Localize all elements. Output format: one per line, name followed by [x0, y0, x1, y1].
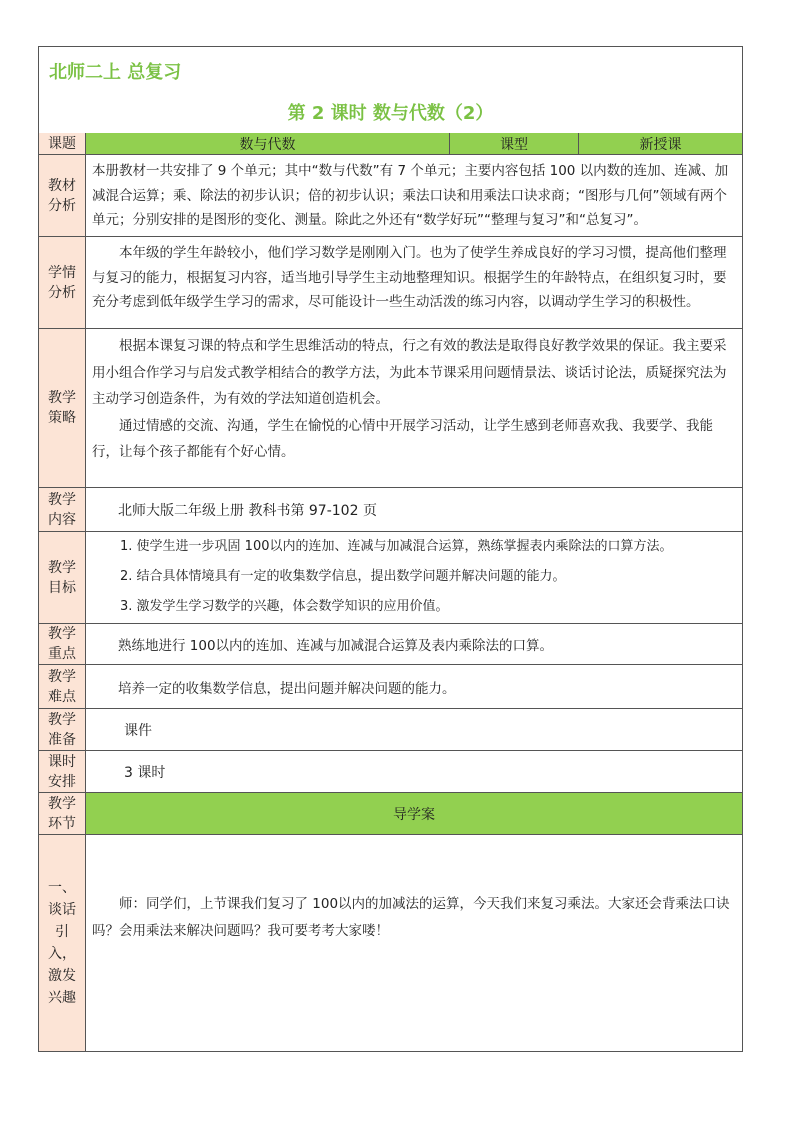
course-type-label: 课型 — [450, 133, 579, 154]
teaching-content-row — [39, 488, 742, 532]
teaching-content-label: 教学内容 — [39, 488, 86, 531]
teaching-difficulty-label: 教学难点 — [39, 665, 86, 708]
teaching-difficulty-row — [39, 665, 742, 709]
document-header — [39, 47, 742, 134]
teaching-stage-row — [39, 793, 742, 835]
lesson-title: 第 2 课时 数与代数（2） — [287, 103, 494, 124]
teaching-prep-row — [39, 709, 742, 751]
teaching-stage-label: 教学环节 — [39, 793, 86, 834]
student-analysis-row — [39, 237, 742, 329]
teaching-prep-text: 课件 — [124, 722, 152, 739]
hours-text: 3 课时 — [124, 764, 166, 781]
course-row — [39, 133, 742, 155]
intro-text: 师：同学们，上节课我们复习了 100以内的加减法的运算，今天我们来复习乘法。大家还会背乘法口诀吗？会用乘法来解决问题吗？我可要考考大家喽！ — [92, 896, 730, 939]
intro-row — [39, 835, 742, 1051]
teaching-difficulty-text: 培养一定的收集数学信息，提出问题并解决问题的能力。 — [118, 680, 456, 697]
teaching-goals-list — [92, 532, 736, 622]
student-analysis-text: 本年级的学生年龄较小，他们学习数学是刚刚入门。也为了使学生养成良好的学习习惯，提高他们整理与复习的能力，根据复习内容，适当地引导学生主动地整理知识。根据学生的年龄特点，在组织复习时，要充分考虑到低年级学生学习的需求，尽可能设计一些生动活泼的练习内容，以调动学生学习的积极性。 — [92, 245, 727, 310]
series-title: 北师二上 总复习 — [49, 62, 182, 83]
teaching-goals-list-wrap — [86, 532, 742, 623]
goal-item: 1. 使学生进一步巩固 100以内的连加、连减与加减混合运算，熟练掌握表内乘除法的口算方法。 — [120, 539, 673, 554]
intro-label: 一、谈话引入，激发兴趣 — [39, 835, 86, 1051]
teaching-key-label: 教学重点 — [39, 624, 86, 664]
teaching-goals-row — [39, 532, 742, 624]
teaching-strategy-label: 教学策略 — [39, 329, 86, 487]
teaching-stage-text: 导学案 — [86, 793, 742, 834]
teaching-prep-label: 教学准备 — [39, 709, 86, 750]
teaching-strategy-text: 根据本课复习课的特点和学生思维活动的特点，行之有效的教法是取得良好教学效果的保证。我主要采用小组合作学习与启发式教学相结合的教学方法，为此本节课采用问题情景法、谈话讨论法，质疑探究法为主动学习创造条件，为有效的学法知道创造机会。 通过情感的交流、沟通，学生在愉悦的心情中开展学习活动，让学生感到老师喜欢我、我要学、我能行，让每个孩子都能有个好心情。 — [92, 338, 727, 460]
student-analysis-label: 学情分析 — [39, 237, 86, 328]
hours-row — [39, 751, 742, 793]
teaching-key-text: 熟练地进行 100以内的连加、连减与加减混合运算及表内乘除法的口算。 — [118, 638, 554, 654]
course-type-value: 新授课 — [639, 136, 682, 153]
teaching-content-text: 北师大版二年级上册 教科书第 97-102 页 — [118, 502, 377, 519]
teaching-strategy-row — [39, 329, 742, 488]
hours-label: 课时安排 — [39, 751, 86, 792]
textbook-analysis-label: 教材分析 — [39, 155, 86, 236]
course-topic: 数与代数 — [86, 133, 450, 154]
goal-item: 2. 结合具体情境具有一定的收集数学信息，提出数学问题并解决问题的能力。 — [120, 569, 566, 584]
textbook-analysis-row — [39, 155, 742, 237]
teaching-goals-label: 教学目标 — [39, 532, 86, 623]
lesson-plan-table — [38, 46, 743, 1052]
course-label: 课题 — [39, 133, 86, 154]
textbook-analysis-text: 本册教材一共安排了 9 个单元；其中“数与代数”有 7 个单元；主要内容包括 100 以内数的连加、连减、加减混合运算；乘、除法的初步认识；倍的初步认识；乘法口诀和用乘法口诀求商；“图形与几何”领域有两个单元；分别安排的是图形的变化、测量。除此之外还有“数学好玩”“整理与复习”和“总复习”。 — [92, 163, 729, 228]
teaching-key-row — [39, 624, 742, 665]
goal-item: 3. 激发学生学习数学的兴趣，体会数学知识的应用价值。 — [120, 599, 449, 614]
